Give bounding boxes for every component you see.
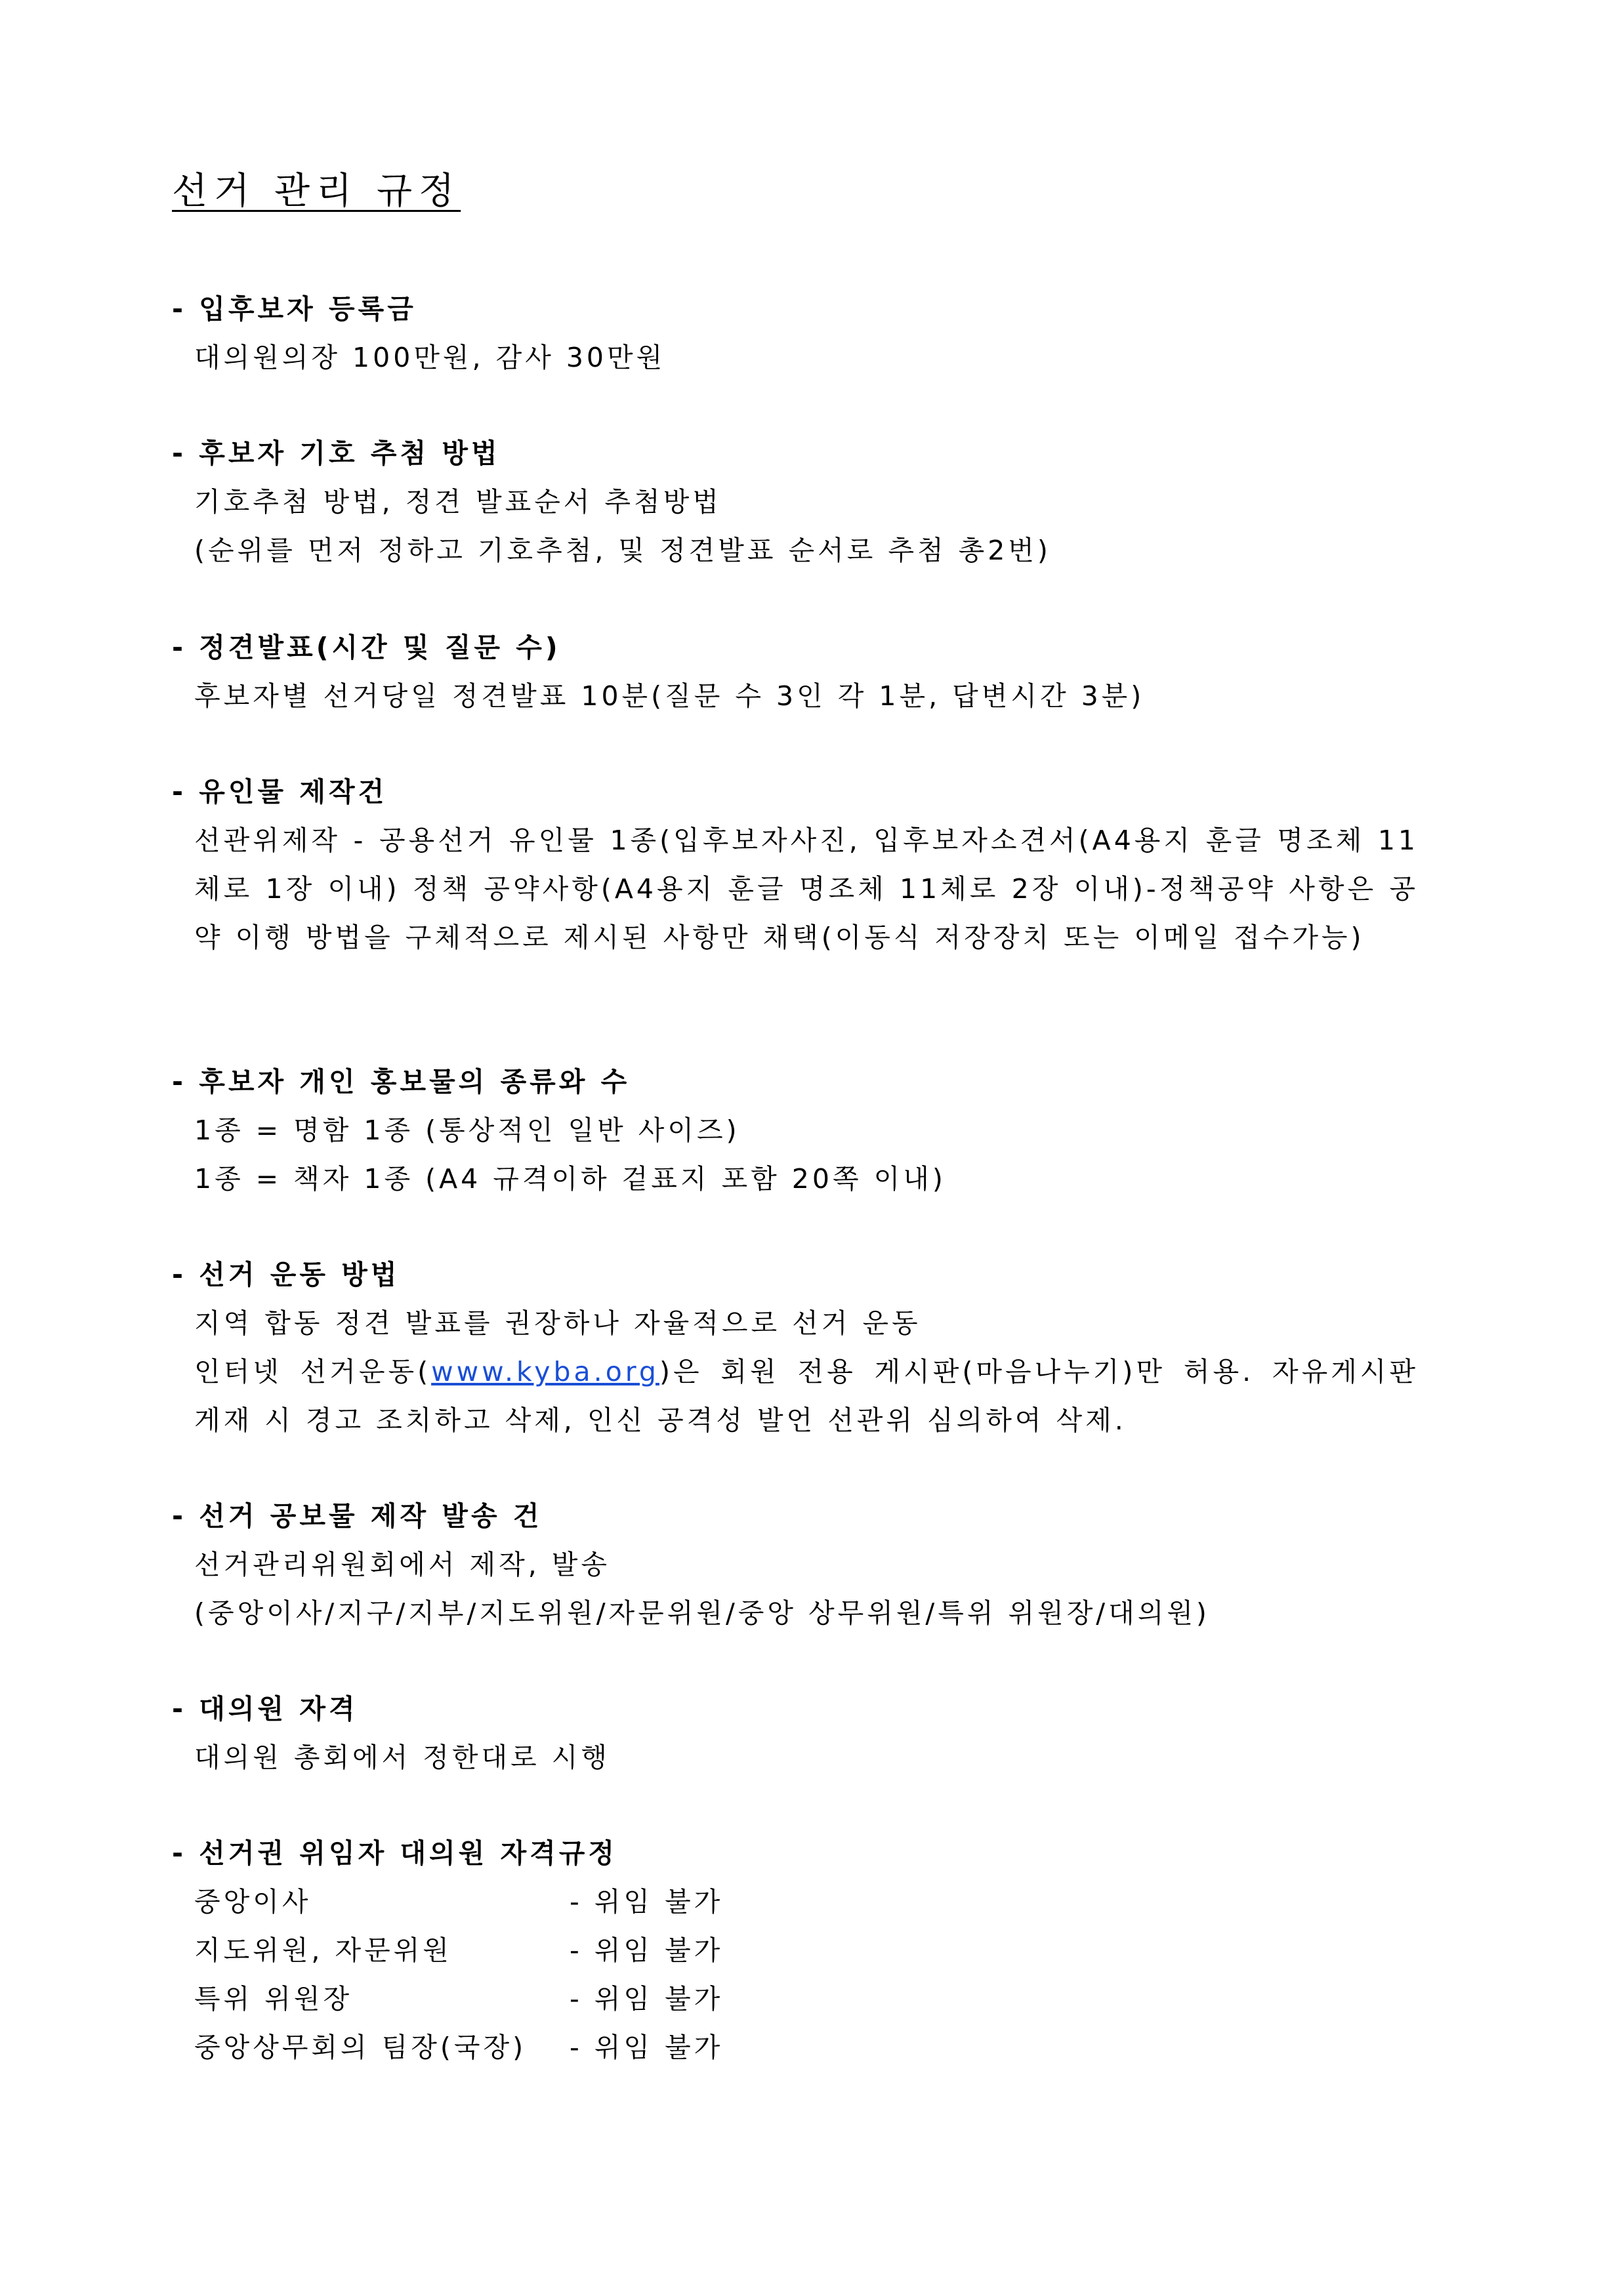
section-heading: - 후보자 개인 홍보물의 종류와 수 <box>172 1066 631 1097</box>
section-delegation-rules <box>172 1829 1419 2072</box>
paragraph-text: )은 회원 전용 게시판(마음나누기)만 허용. 자유게시판 게재 시 경고 조치하고 삭제, 인신 공격성 발언 선관위 심의하여 삭제. <box>194 1356 1419 1436</box>
rule-row <box>172 1975 1419 2023</box>
rule-value: - 위임 불가 <box>570 1886 724 1917</box>
website-link[interactable]: www.kyba.org <box>431 1356 659 1387</box>
section-line: 대의원 총회에서 정한대로 시행 <box>194 1742 610 1773</box>
section-campaign-methods <box>172 1250 1419 1445</box>
rule-row <box>172 1877 1419 1926</box>
section-delegate-qualification <box>172 1685 1419 1782</box>
section-line: 후보자별 선거당일 정견발표 10분(질문 수 3인 각 1분, 답변시간 3분) <box>194 680 1145 712</box>
section-speech <box>172 623 1419 720</box>
section-symbol-lottery <box>172 429 1419 575</box>
section-line: 선거관리위원회에서 제작, 발송 <box>194 1549 610 1580</box>
rule-row <box>172 1926 1419 1975</box>
section-paragraph <box>172 1347 1419 1445</box>
rule-position: 중앙상무회의 팀장(국장) <box>194 2032 527 2063</box>
section-heading: - 정견발표(시간 및 질문 수) <box>172 632 561 663</box>
section-heading: - 대의원 자격 <box>172 1693 358 1725</box>
section-heading: - 후보자 기호 추첨 방법 <box>172 438 501 469</box>
section-line: 기호추첨 방법, 정견 발표순서 추첨방법 <box>194 486 722 518</box>
section-bulletin <box>172 1492 1419 1637</box>
paragraph-text: 인터넷 선거운동( <box>194 1356 432 1387</box>
section-heading: - 유인물 제작건 <box>172 776 388 808</box>
section-line: (중앙이사/지구/지부/지도위원/자문위원/중앙 상무위원/특위 위원장/대의원) <box>194 1597 1210 1629</box>
page-title: 선거 관리 규정 <box>172 170 461 213</box>
section-heading: - 선거권 위임자 대의원 자격규정 <box>172 1837 617 1869</box>
section-printed-materials <box>172 768 1419 962</box>
section-heading: - 선거 공보물 제작 발송 건 <box>172 1500 543 1532</box>
section-registration-fee <box>172 285 1419 382</box>
rule-value: - 위임 불가 <box>570 1983 724 2015</box>
section-line: 대의원의장 100만원, 감사 30만원 <box>194 342 666 373</box>
rule-position: 특위 위원장 <box>194 1983 353 2015</box>
section-promotional-materials <box>172 1057 1419 1203</box>
rule-position: 중앙이사 <box>194 1886 312 1917</box>
rule-value: - 위임 불가 <box>570 2032 724 2063</box>
rule-row <box>172 2023 1419 2072</box>
section-heading: - 선거 운동 방법 <box>172 1259 400 1290</box>
rule-position: 지도위원, 자문위원 <box>194 1935 452 1966</box>
section-line: 1종 = 책자 1종 (A4 규격이하 겉표지 포함 20쪽 이내) <box>194 1163 946 1195</box>
section-line: 1종 = 명함 1종 (통상적인 일반 사이즈) <box>194 1115 740 1146</box>
section-heading: - 입후보자 등록금 <box>172 293 417 325</box>
section-line: (순위를 먼저 정하고 기호추첨, 및 정견발표 순서로 추첨 총2번) <box>194 535 1051 566</box>
rule-value: - 위임 불가 <box>570 1935 724 1966</box>
section-paragraph: 선관위제작 - 공용선거 유인물 1종(입후보자사진, 입후보자소견서(A4용지 훈글 명조체 11체로 1장 이내) 정책 공약사항(A4용지 훈글 명조체 11체로 2장 이내)-정책공약 사항은 공약 이행 방법을 구체적으로 제시된 사항만 채택(이동식 저장장치 또는 이메일 접수가능) <box>194 825 1419 953</box>
section-line: 지역 합동 정견 발표를 권장하나 자율적으로 선거 운동 <box>194 1307 921 1339</box>
